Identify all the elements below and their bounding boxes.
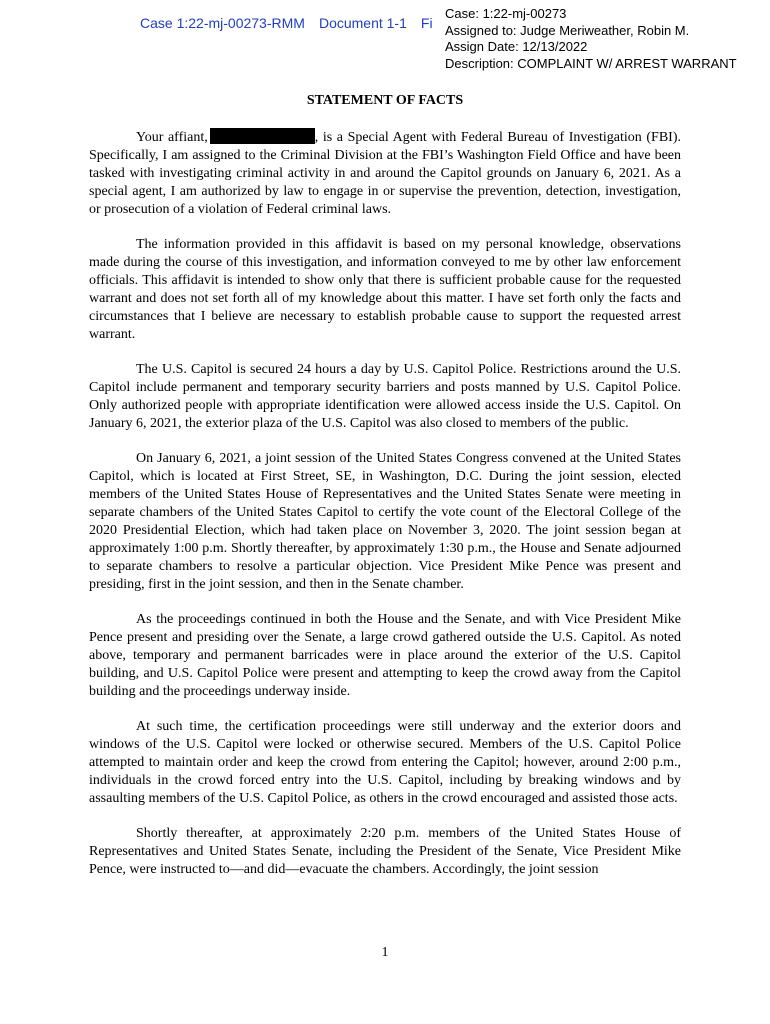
paragraph-5: As the proceedings continued in both the House and the Senate, and with Vice President Mike Pence present and presiding over the Senate, a large crowd gathered outside the U.S. Capitol. As noted above, temporary and permanent barricades were in place around the exterior of the U.S. Capitol building, and U.S. Capitol Police were present and attempting to keep the crowd away from the Capitol building and the proceedings underway inside. <box>89 612 681 699</box>
ecf-document-number: Document 1-1 <box>318 15 407 31</box>
redaction-box <box>210 128 315 144</box>
ecf-case-number: Case 1:22-mj-00273-RMM <box>140 15 305 31</box>
case-assignment-stamp <box>445 6 763 74</box>
page-number: 1 <box>381 945 389 960</box>
paragraph-2: The information provided in this affidavit is based on my personal knowledge, observations made during the course of this investigation, and information conveyed to me by other law enforcement officials. This affidavit is intended to show only that there is sufficient probable cause for the requested warrant and does not set forth all of my knowledge about this matter. I have set forth only the facts and circumstances that I believe are necessary to establish probable cause to support the requested arrest warrant. <box>89 237 681 342</box>
document-body <box>89 128 681 896</box>
paragraph-3: The U.S. Capitol is secured 24 hours a day by U.S. Capitol Police. Restrictions around the U.S. Capitol include permanent and temporary security barriers and posts manned by U.S. Capitol Police. Only authorized people with appropriate identification were allowed access inside the U.S. Capitol. On January 6, 2021, the exterior plaza of the U.S. Capitol was also closed to members of the public. <box>89 362 681 431</box>
paragraph-7: Shortly thereafter, at approximately 2:20 p.m. members of the United States House of Representatives and United States Senate, including the President of the Senate, Vice President Mike Pence, were instructed to—and did—evacuate the chambers. Accordingly, the joint session <box>89 826 681 877</box>
ecf-filed-fragment: Fi <box>420 15 433 31</box>
ecf-filing-header <box>140 15 447 31</box>
paragraph-1-start: Your affiant, <box>136 130 208 145</box>
paragraph-6: At such time, the certification proceedings were still underway and the exterior doors and windows of the U.S. Capitol were locked or otherwise secured. Members of the U.S. Capitol Police attempted to maintain order and keep the crowd from entering the Capitol; however, around 2:00 p.m., individuals in the crowd forced entry into the U.S. Capitol, including by breaking windows and by assaulting members of the U.S. Capitol Police, as others in the crowd encouraged and assisted those acts. <box>89 719 681 806</box>
stamp-assign-date: Assign Date: 12/13/2022 <box>445 39 588 54</box>
paragraph-1-rest: , is a Special Agent with Federal Bureau of Investigation (FBI). Specifically, I am assigned to the Criminal Division at the FBI’s Washington Field Office and have been tasked with investigating criminal activity in and around the Capitol grounds on January 6, 2021. As a special agent, I am authorized by law to engage in or supervise the prevention, detection, investigation, or prosecution of a violation of Federal criminal laws. <box>89 130 681 217</box>
document-title: STATEMENT OF FACTS <box>306 93 464 108</box>
stamp-description: Description: COMPLAINT W/ ARREST WARRANT <box>445 55 737 71</box>
stamp-case: Case: 1:22-mj-00273 <box>445 6 567 21</box>
paragraph-4: On January 6, 2021, a joint session of the United States Congress convened at the United States Capitol, which is located at First Street, SE, in Washington, D.C. During the joint session, elected members of the United States House of Representatives and the United States Senate were meeting in separate chambers of the United States Capitol to certify the vote count of the Electoral College of the 2020 Presidential Election, which had taken place on November 3, 2020. The joint session began at approximately 1:00 p.m. Shortly thereafter, by approximately 1:30 p.m., the House and Senate adjourned to separate chambers to resolve a particular objection. Vice President Mike Pence was present and presiding, first in the joint session, and then in the Senate chamber. <box>89 451 681 592</box>
stamp-assigned-judge: Assigned to: Judge Meriweather, Robin M. <box>445 22 690 38</box>
paragraph-1 <box>89 128 681 219</box>
